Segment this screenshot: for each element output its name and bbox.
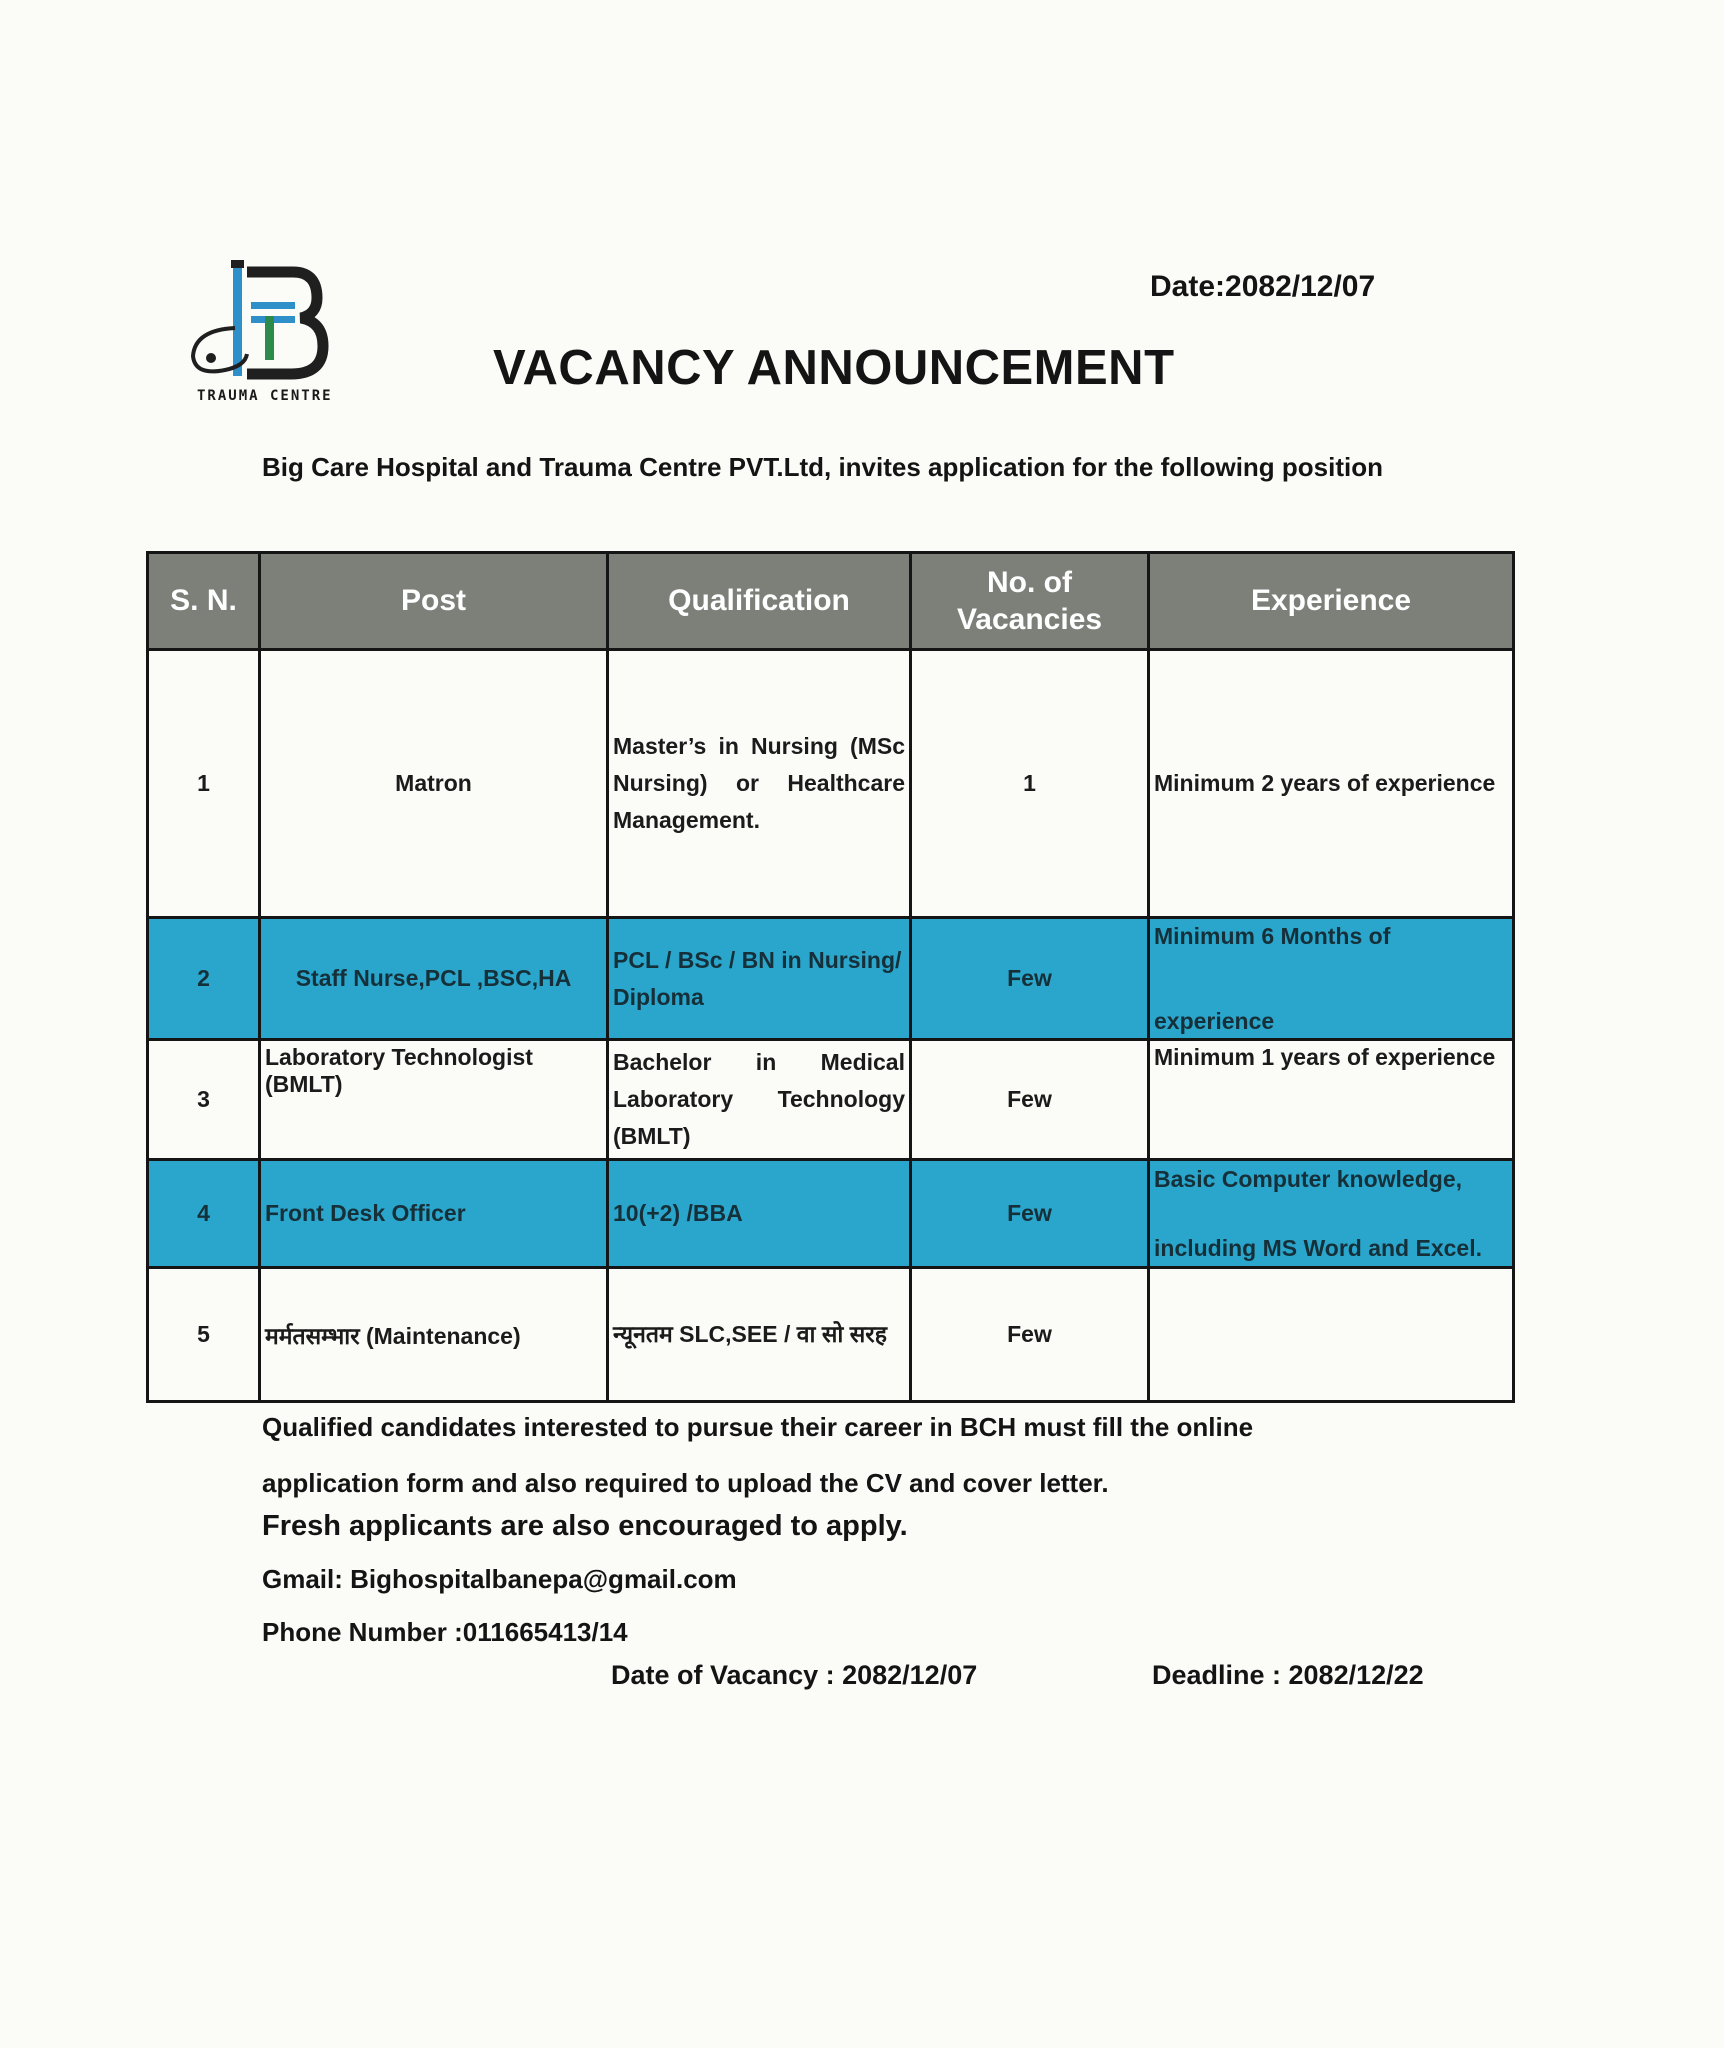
date-of-vacancy: Date of Vacancy : 2082/12/07 [611,1660,978,1690]
table-row [148,918,1514,1040]
cell-qualification: न्यूनतम SLC,SEE / वा सो सरह [608,1268,911,1402]
cell-post: Staff Nurse,PCL ,BSC,HA [260,918,608,1040]
vacancy-table [146,551,1515,1403]
table-row [148,650,1514,918]
cell-post: मर्मतसम्भार (Maintenance) [260,1268,608,1402]
cell-experience-line2: including MS Word and Excel. [1154,1234,1482,1261]
cell-post: Matron [260,650,608,918]
document-date: Date:2082/12/07 [1150,270,1376,303]
logo-mark-icon [185,258,345,388]
cell-experience: Minimum 1 years of experience [1149,1040,1514,1160]
cell-vacancies: Few [911,918,1149,1040]
cell-sn: 1 [148,650,260,918]
header-post: Post [260,553,608,650]
header-sn: S. N. [148,553,260,650]
footer-text-line1: Qualified candidates interested to pursue their career in BCH must fill the online [262,1412,1254,1442]
logo-text: TRAUMA CENTRE [197,388,333,404]
cell-post: Laboratory Technologist (BMLT) [260,1040,608,1160]
cell-vacancies: 1 [911,650,1149,918]
contact-phone: Phone Number :011665413/14 [262,1617,628,1647]
cell-vacancies: Few [911,1268,1149,1402]
cell-vacancies: Few [911,1040,1149,1160]
hospital-logo [185,258,345,408]
intro-text: Big Care Hospital and Trauma Centre PVT.Ltd, invites application for the following position [262,452,1383,482]
cell-experience: Minimum 2 years of experience [1149,650,1514,918]
cell-sn: 5 [148,1268,260,1402]
page-title: VACANCY ANNOUNCEMENT [493,341,1175,395]
table-row [148,1268,1514,1402]
table-row [148,1160,1514,1268]
header-vacancies [911,553,1149,650]
cell-experience-line2: experience [1154,1007,1275,1034]
footer-text-line2: application form and also required to upload the CV and cover letter. [262,1468,1109,1498]
cell-vacancies: Few [911,1160,1149,1268]
header-qualification: Qualification [608,553,911,650]
deadline: Deadline : 2082/12/22 [1152,1660,1424,1690]
cell-sn: 2 [148,918,260,1040]
footer-text-line3: Fresh applicants are also encouraged to apply. [262,1510,908,1542]
header-vacancies-line2: Vacancies [956,603,1103,636]
table-row [148,1040,1514,1160]
cell-sn: 4 [148,1160,260,1268]
cell-experience [1149,918,1514,1040]
contact-gmail: Gmail: Bighospitalbanepa@gmail.com [262,1564,737,1594]
header-experience: Experience [1149,553,1514,650]
cell-qualification: PCL / BSc / BN in Nursing/ Diploma [608,918,911,1040]
cell-qualification: Master’s in Nursing (MSc Nursing) or Healthcare Management. [608,650,911,918]
cell-experience-line1: Basic Computer knowledge, [1154,1165,1463,1192]
cell-qualification: Bachelor in Medical Laboratory Technology (BMLT) [608,1040,911,1160]
cell-post: Front Desk Officer [260,1160,608,1268]
cell-experience [1149,1160,1514,1268]
table-header-row [148,553,1514,650]
cell-qualification: 10(+2) /BBA [608,1160,911,1268]
cell-sn: 3 [148,1040,260,1160]
header-vacancies-line1: No. of [987,565,1072,599]
cell-experience [1149,1268,1514,1402]
cell-experience-line1: Minimum 6 Months of [1154,922,1391,949]
